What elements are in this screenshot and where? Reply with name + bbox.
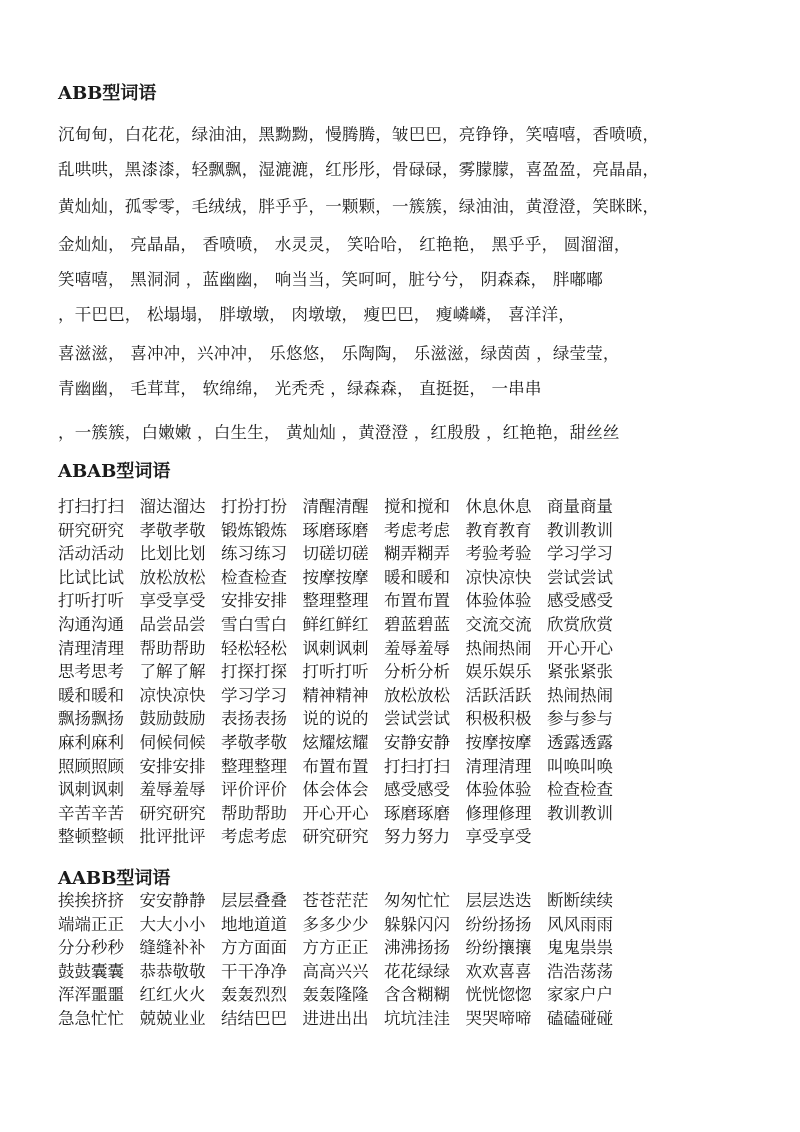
abab-word: 教训教训 [547,803,613,823]
aabb-word: 苍苍茫茫 [302,891,369,910]
abab-word: 放松放松 [139,567,206,587]
abab-word: 休息休息 [465,497,532,516]
aabb-word: 红红火火 [139,985,206,1005]
abab-word: 凉快凉快 [465,567,532,587]
abab-word-grid [58,495,629,849]
abb-line: 笑嘻嘻， 黑洞洞 ，蓝幽幽， 响当当，笑呵呵，脏兮兮， 阴森森， 胖嘟嘟 [58,270,603,289]
aabb-word: 安安静静 [139,891,206,910]
abab-word: 打扫打扫 [58,497,124,516]
abab-word: 孝敬孝敬 [139,520,206,540]
abab-word: 安静安静 [384,732,450,752]
abab-word: 娱乐娱乐 [465,662,532,682]
abb-line: 沉甸甸，白花花，绿油油，黑黝黝，慢腾腾，皱巴巴，亮铮铮，笑嘻嘻，香喷喷， [58,125,660,144]
abab-word: 商量商量 [547,497,613,516]
abb-line: 乱哄哄，黑漆漆，轻飘飘，湿漉漉，红彤彤，骨碌碌，雾朦朦，喜盈盈，亮晶晶， [58,160,660,179]
abab-word: 尝试尝试 [547,567,613,587]
aabb-word: 浩浩荡荡 [547,961,613,981]
abab-word: 参与参与 [547,709,613,729]
aabb-word: 挨挨挤挤 [58,891,124,910]
abab-word: 比划比划 [139,544,206,564]
aabb-word: 轰轰烈烈 [221,985,287,1005]
abab-word: 享受享受 [465,827,532,847]
aabb-word: 进进出出 [302,1008,369,1028]
aabb-word: 鼓鼓囊囊 [58,961,124,981]
aabb-word: 高高兴兴 [302,961,369,981]
aabb-word: 欢欢喜喜 [465,961,532,981]
aabb-word: 方方面面 [221,938,287,958]
abab-word: 批评批评 [139,827,206,847]
abab-word: 布置布置 [302,756,369,776]
abab-word: 思考思考 [58,662,124,682]
abab-word: 伺候伺候 [139,732,206,752]
abab-word: 安排安排 [221,591,287,611]
aabb-word: 急急忙忙 [58,1008,124,1028]
abab-word: 放松放松 [384,685,450,705]
aabb-word: 轰轰隆隆 [302,985,369,1005]
abab-word: 轻松轻松 [221,638,287,658]
abab-word: 品尝品尝 [139,614,206,634]
abab-word: 清理清理 [58,638,124,658]
aabb-word: 躲躲闪闪 [384,914,450,934]
abab-word: 暖和暖和 [384,567,450,587]
abab-word: 练习练习 [221,544,287,564]
aabb-word: 缝缝补补 [139,938,206,958]
aabb-section-title: AABB型词语 [58,868,171,889]
aabb-word: 沸沸扬扬 [384,938,450,958]
abab-word: 活跃活跃 [465,685,532,705]
abab-word: 帮助帮助 [221,803,287,823]
abab-word: 活动活动 [58,544,124,564]
aabb-word: 恭恭敬敬 [139,961,206,981]
aabb-word: 纷纷攘攘 [465,938,532,958]
abb-line: 青幽幽， 毛茸茸， 软绵绵， 光秃秃 ，绿森森， 直挺挺， 一串串 [58,379,542,398]
abab-word: 精神精神 [302,685,369,705]
abab-word: 讽刺讽刺 [302,638,369,658]
abab-word: 炫耀炫耀 [302,732,369,752]
abab-word: 叫唤叫唤 [547,756,613,776]
aabb-word: 大大小小 [139,914,206,934]
abab-word: 表扬表扬 [221,709,287,729]
abab-word: 整理整理 [221,756,287,776]
abab-word: 透露透露 [547,732,613,752]
abab-word: 考验考验 [465,544,532,564]
abb-line: 黄灿灿，孤零零，毛绒绒，胖乎乎，一颗颗，一簇簇，绿油油，黄澄澄，笑眯眯， [58,197,660,216]
abab-word: 溜达溜达 [139,497,206,516]
aabb-word: 匆匆忙忙 [384,891,450,910]
abab-word: 研究研究 [58,520,124,540]
abab-word: 考虑考虑 [221,827,287,847]
abb-line: 喜滋滋， 喜冲冲，兴冲冲， 乐悠悠， 乐陶陶， 乐滋滋，绿茵茵 ，绿莹莹， [58,344,620,363]
abab-word: 按摩按摩 [302,567,369,587]
aabb-word: 层层叠叠 [221,891,287,910]
abab-section-title: ABAB型词语 [58,461,171,482]
abab-word: 分析分析 [384,662,450,682]
abab-word: 布置布置 [384,591,450,611]
abab-word: 麻利麻利 [58,732,124,752]
abab-word: 打扮打扮 [221,497,287,516]
abab-word: 积极积极 [465,709,532,729]
aabb-word: 结结巴巴 [221,1008,287,1028]
abab-word: 锻炼锻炼 [221,520,287,540]
aabb-word: 断断续续 [547,891,613,910]
abab-word: 研究研究 [302,827,369,847]
aabb-word: 坑坑洼洼 [384,1008,450,1028]
abab-word: 按摩按摩 [465,732,532,752]
aabb-word: 分分秒秒 [58,938,124,958]
abab-word: 鲜红鲜红 [302,614,369,634]
abab-word: 研究研究 [139,803,206,823]
abab-word: 打探打探 [221,662,287,682]
abab-word: 整顿整顿 [58,827,124,847]
abab-word: 琢磨琢磨 [384,803,450,823]
abab-word: 羞辱羞辱 [384,638,450,658]
abab-word: 沟通沟通 [58,614,124,634]
abab-word: 雪白雪白 [221,614,287,634]
aabb-word: 鬼鬼祟祟 [547,938,613,958]
aabb-word: 多多少少 [302,914,369,934]
abab-word: 考虑考虑 [384,520,450,540]
abab-word: 说的说的 [302,709,369,729]
abab-word: 评价评价 [221,780,287,800]
aabb-word: 哭哭啼啼 [465,1008,532,1028]
abab-word: 教训教训 [547,520,613,540]
aabb-word: 端端正正 [58,914,124,934]
abab-word: 感受感受 [547,591,613,611]
abab-word: 感受感受 [384,780,450,800]
abab-word: 孝敬孝敬 [221,732,287,752]
abab-word: 开心开心 [547,638,613,658]
abab-word: 切磋切磋 [302,544,369,564]
abab-word: 学习学习 [221,685,287,705]
abab-word: 享受享受 [139,591,206,611]
abab-word: 辛苦辛苦 [58,803,124,823]
aabb-word: 恍恍惚惚 [465,985,532,1005]
abab-word: 教育教育 [465,520,532,540]
abb-line: ，干巴巴， 松塌塌， 胖墩墩， 肉墩墩， 瘦巴巴， 瘦嶙嶙， 喜洋洋， [58,305,575,324]
aabb-word-grid [58,889,629,1031]
abab-word: 羞辱羞辱 [139,780,206,800]
abab-word: 修理修理 [465,803,532,823]
abab-word: 照顾照顾 [58,756,124,776]
abab-word: 整理整理 [302,591,369,611]
abab-word: 学习学习 [547,544,613,564]
abab-word: 开心开心 [302,803,369,823]
aabb-word: 纷纷扬扬 [465,914,532,934]
abab-word: 飘扬飘扬 [58,709,124,729]
abab-word: 凉快凉快 [139,685,206,705]
aabb-word: 地地道道 [221,914,287,934]
aabb-word: 兢兢业业 [139,1008,206,1028]
abab-word: 比试比试 [58,567,124,587]
abab-word: 讽刺讽刺 [58,780,124,800]
abb-line: ，一簇簇，白嫩嫩 ，白生生， 黄灿灿 ，黄澄澄 ，红殷殷 ，红艳艳，甜丝丝 [58,423,620,442]
abab-word: 打听打听 [58,591,124,611]
aabb-word: 层层迭迭 [465,891,532,910]
aabb-word: 浑浑噩噩 [58,985,124,1005]
abab-word: 碧蓝碧蓝 [384,614,450,634]
aabb-word: 磕磕碰碰 [547,1008,613,1028]
abab-word: 打扫打扫 [384,756,450,776]
abab-word: 安排安排 [139,756,206,776]
aabb-word: 风风雨雨 [547,914,613,934]
abab-word: 清醒清醒 [302,497,369,516]
abab-word: 鼓励鼓励 [139,709,206,729]
abab-word: 欣赏欣赏 [547,614,613,634]
aabb-word: 干干净净 [221,961,287,981]
abab-word: 体验体验 [465,780,532,800]
abab-word: 检查检查 [221,567,287,587]
abb-section-title: ABB型词语 [58,83,157,104]
abab-word: 清理清理 [465,756,532,776]
abab-word: 尝试尝试 [384,709,450,729]
abab-word: 琢磨琢磨 [302,520,369,540]
abab-word: 搅和搅和 [384,497,450,516]
abab-word: 体会体会 [302,780,369,800]
abab-word: 打听打听 [302,662,369,682]
aabb-word: 花花绿绿 [384,961,450,981]
abab-word: 糊弄糊弄 [384,544,450,564]
abab-word: 努力努力 [384,827,450,847]
abab-word: 检查检查 [547,780,613,800]
abab-word: 紧张紧张 [547,662,613,682]
abab-word: 帮助帮助 [139,638,206,658]
abab-word: 暖和暖和 [58,685,124,705]
abab-word: 体验体验 [465,591,532,611]
aabb-word: 方方正正 [302,938,369,958]
abab-word: 热闹热闹 [465,638,532,658]
abab-word: 交流交流 [465,614,532,634]
abab-word: 热闹热闹 [547,685,613,705]
abab-word: 了解了解 [139,662,206,682]
aabb-word: 家家户户 [547,985,613,1005]
abb-line: 金灿灿， 亮晶晶， 香喷喷， 水灵灵， 笑哈哈， 红艳艳， 黑乎乎， 圆溜溜， [58,235,631,254]
aabb-word: 含含糊糊 [384,985,450,1005]
